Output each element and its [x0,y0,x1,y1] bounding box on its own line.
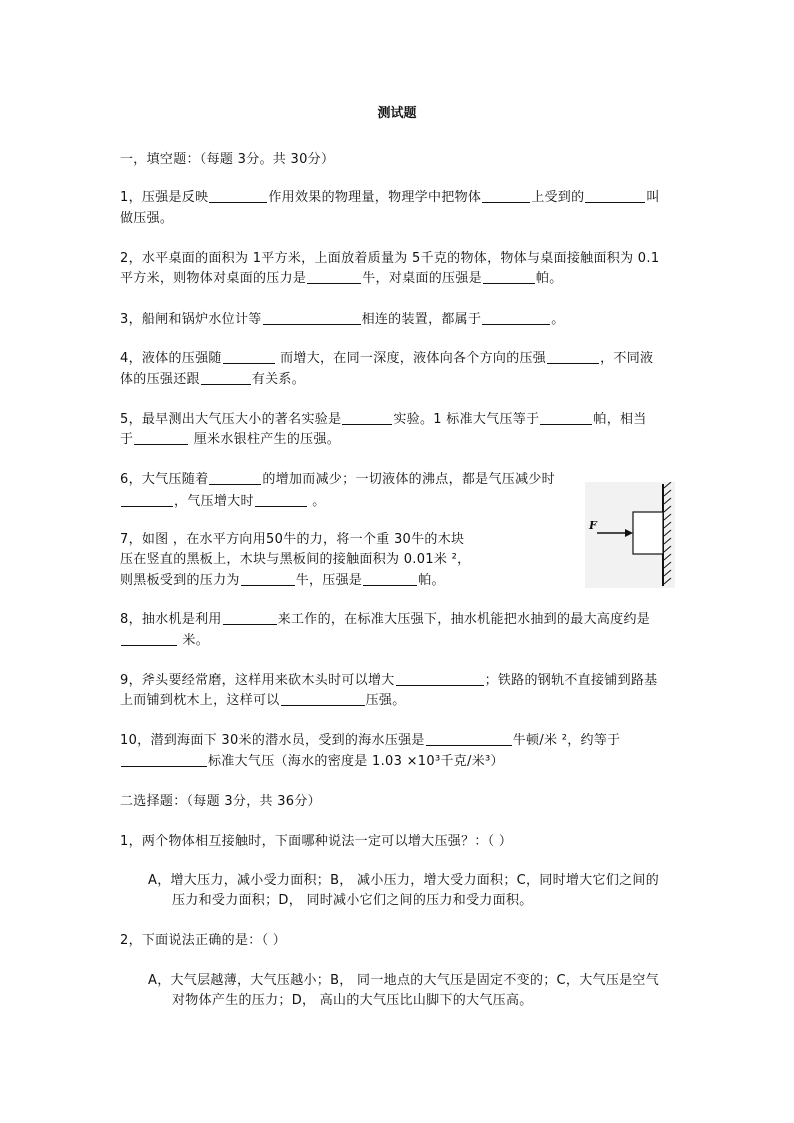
section1-heading: 一，填空题：（每题 3分。共 30分） [120,152,335,167]
blank[interactable] [255,492,307,507]
blank[interactable] [201,370,251,385]
blank[interactable] [223,349,275,364]
blank[interactable] [134,430,188,445]
section2-heading: 二选择题：（每题 3分，共 36分） [120,794,321,809]
mc-question-1-options-line-2: 压力和受力面积；D， 同时减小它们之间的压力和受力面积。 [172,893,533,908]
blank[interactable] [342,410,392,425]
blank[interactable] [483,269,535,284]
blank[interactable] [121,631,177,646]
question-7-line-1: 7，如图 ，在水平方向用50牛的力，将一个重 30牛的木块 [120,532,465,547]
force-diagram [585,482,675,588]
blank[interactable] [585,188,645,203]
blank[interactable] [363,571,417,586]
blank[interactable] [396,671,484,686]
question-4-line-1: 4，液体的压强随 而增大，在同一深度，液体向各个方向的压强 ，不同液 [120,351,654,366]
blank[interactable] [209,470,261,485]
question-2-line-1: 2，水平桌面的面积为 1平方米，上面放着质量为 5千克的物体，物体与桌面接触面积为 0.1 [120,251,660,266]
blank[interactable] [241,571,295,586]
question-2-line-2: 平方米，则物体对桌面的压力是 牛，对桌面的压强是 帕。 [120,271,563,286]
blank[interactable] [482,310,550,325]
blank[interactable] [307,269,361,284]
blank[interactable] [540,410,592,425]
mc-question-1-stem: 1，两个物体相互接触时，下面哪种说法一定可以增大压强？：（ ） [120,834,513,849]
question-1-line-1: 1，压强是反映 作用效果的物理量，物理学中把物体 上受到的 叫 [120,190,660,205]
question-9-line-2: 上而铺到枕木上，这样可以 压强。 [120,693,406,708]
wood-block [633,512,663,554]
mc-question-1-options-line-1: A，增大压力，减小受力面积；B， 减小压力，增大受力面积；C，同时增大它们之间的 [148,873,660,888]
question-9-line-1: 9，斧头要经常磨，这样用来砍木头时可以增大 ；铁路的钢轨不直接铺到路基 [120,673,658,688]
blank[interactable] [547,349,599,364]
question-6-line-1: 6，大气压随着 的增加而减少；一切液体的沸点，都是气压减少时 [120,472,555,487]
question-10-line-2: 标准大气压（海水的密度是 1.03 ×10³千克/米³） [120,752,504,772]
question-7-line-3: 则黑板受到的压力为 牛，压强是 帕。 [120,573,445,588]
page-title: 测试题 [377,106,417,121]
question-8-line-1: 8，抽水机是利用 来工作的，在标准大压强下，抽水机能把水抽到的最大高度约是 [120,612,651,627]
mc-question-2-options-line-2: 对物体产生的压力；D， 高山的大气压比山脚下的大气压高。 [172,993,533,1008]
blank[interactable] [209,188,267,203]
mc-question-2-options-line-1: A，大气层越薄，大气压越小；B， 同一地点的大气压是固定不变的；C，大气压是空气 [148,973,660,988]
force-label: F [589,519,597,532]
question-10-line-1: 10，潜到海面下 30米的潜水员，受到的海水压强是 牛顿/米 ²，约等于 [120,733,621,748]
question-7-line-2: 压在竖直的黑板上，木块与黑板间的接触面积为 0.01米 ²， [120,552,471,567]
blank[interactable] [121,752,207,767]
question-4-line-2: 体的压强还跟 有关系。 [120,372,306,387]
question-3: 3，船闸和锅炉水位计等 相连的装置，都属于 。 [120,312,565,327]
blank[interactable] [281,691,365,706]
question-1-line-2: 做压强。 [120,211,174,226]
blank[interactable] [426,731,512,746]
question-6-line-2: ，气压增大时 。 [120,492,326,512]
blank[interactable] [482,188,530,203]
mc-question-2-stem: 2，下面说法正确的是：（ ） [120,933,287,948]
question-5-line-1: 5，最早测出大气压大小的著名实验是 实验。1 标准大气压等于 帕，相当 [120,412,647,427]
question-5-line-2: 于 厘米水银柱产生的压强。 [120,432,341,447]
blank[interactable] [223,610,277,625]
blank[interactable] [121,492,173,507]
blank[interactable] [263,310,361,325]
question-8-line-2: 米。 [120,631,209,651]
